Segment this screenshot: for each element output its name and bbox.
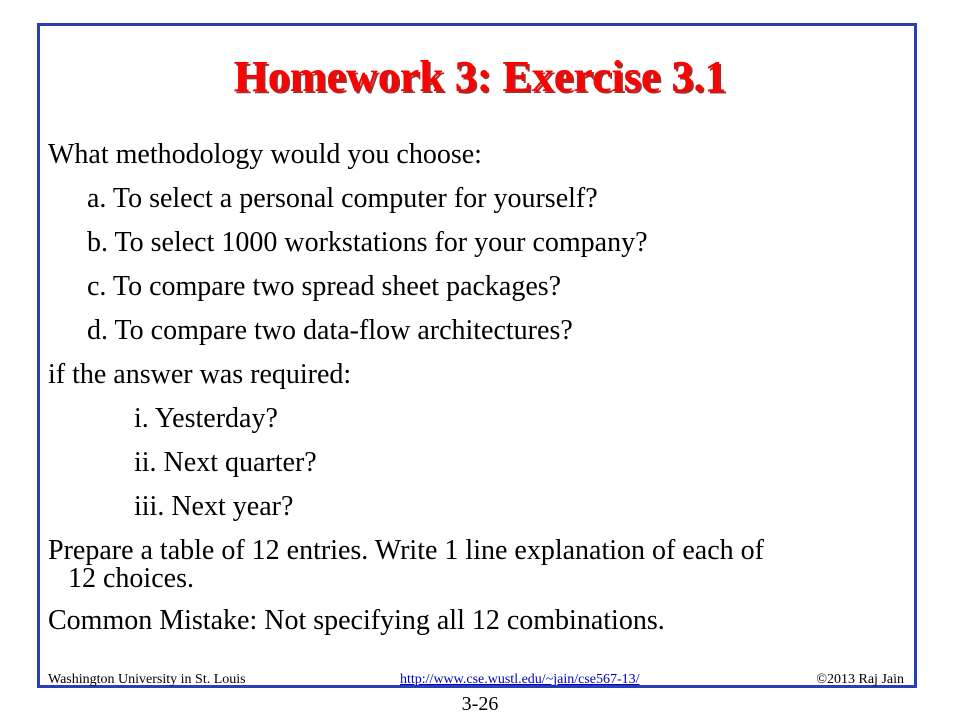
question-intro: What methodology would you choose:: [48, 139, 482, 170]
option-a: a. To select a personal computer for yourself?: [87, 183, 598, 214]
option-c: c. To compare two spread sheet packages?: [87, 271, 562, 302]
option-d: d. To compare two data-flow architectures?: [87, 315, 573, 346]
timing-i: i. Yesterday?: [134, 403, 278, 434]
timing-iii: iii. Next year?: [134, 491, 294, 522]
instruction-line-1: Prepare a table of 12 entries. Write 1 line explanation of each of: [48, 535, 764, 566]
footer-copyright: ©2013 Raj Jain: [816, 672, 904, 687]
option-b: b. To select 1000 workstations for your company?: [87, 227, 648, 258]
instruction-line-2: 12 choices.: [68, 563, 194, 594]
footer-institution: Washington University in St. Louis: [48, 672, 246, 687]
slide-number: 3-26: [461, 693, 499, 715]
slide-title: Homework 3: Exercise 3.1: [233, 52, 727, 101]
common-mistake: Common Mistake: Not specifying all 12 combinations.: [48, 605, 665, 636]
timing-intro: if the answer was required:: [48, 359, 352, 390]
timing-ii: ii. Next quarter?: [134, 447, 317, 478]
footer-url-link[interactable]: http://www.cse.wustl.edu/~jain/cse567-13/: [400, 672, 640, 687]
